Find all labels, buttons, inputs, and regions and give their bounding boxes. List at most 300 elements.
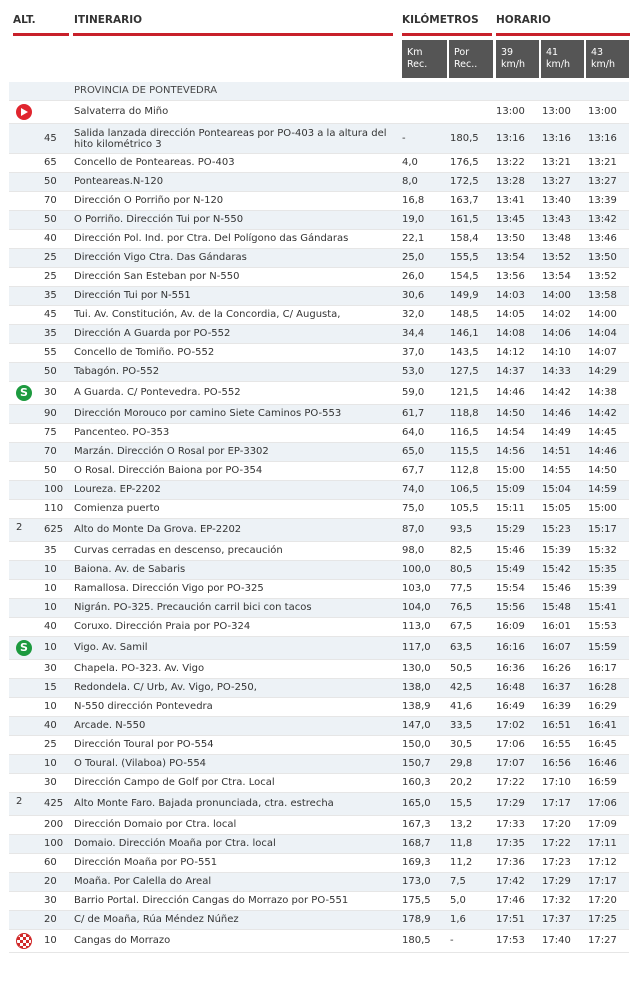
altitude-cell: 50 (44, 366, 57, 377)
km-remaining-cell: 146,1 (450, 328, 479, 339)
time-41-cell: 15:48 (542, 602, 571, 613)
time-41-cell: 13:16 (542, 133, 571, 144)
km-remaining-cell: 67,5 (450, 621, 473, 632)
table-row (9, 101, 629, 124)
time-41-cell: 15:39 (542, 545, 571, 556)
km-rec-cell: 67,7 (402, 465, 425, 476)
altitude-cell: 35 (44, 290, 57, 301)
itinerary-cell: Ramallosa. Dirección Vigo por PO-325 (74, 583, 264, 594)
time-43-cell: 15:17 (588, 524, 617, 535)
table-row (9, 268, 629, 287)
subheader-por-rec (449, 40, 493, 78)
altitude-cell: 65 (44, 157, 57, 168)
time-39-cell: 13:28 (496, 176, 525, 187)
table-row (9, 698, 629, 717)
km-rec-cell: 34,4 (402, 328, 425, 339)
time-43-cell: 15:39 (588, 583, 617, 594)
itinerary-cell: Baiona. Av. de Sabaris (74, 564, 186, 575)
time-43-cell: 17:06 (588, 798, 617, 809)
time-43-cell: 15:35 (588, 564, 617, 575)
km-rec-cell: 173,0 (402, 876, 431, 887)
table-row (9, 154, 629, 173)
table-row (9, 717, 629, 736)
header-itinerario: ITINERARIO (74, 14, 143, 26)
time-39-cell: 17:53 (496, 935, 525, 946)
km-rec-cell: 74,0 (402, 484, 425, 495)
time-41-cell: 13:00 (542, 106, 571, 117)
time-39-cell: 15:56 (496, 602, 525, 613)
km-remaining-cell: 77,5 (450, 583, 473, 594)
subheader-speed-39 (496, 40, 539, 78)
time-41-cell: 13:54 (542, 271, 571, 282)
altitude-cell: 10 (44, 758, 57, 769)
km-remaining-cell: 20,2 (450, 777, 473, 788)
table-row (9, 873, 629, 892)
itinerary-cell: Pancenteo. PO-353 (74, 427, 170, 438)
itinerary-cell: Salida lanzada dirección Ponteareas por PO-403 a la altura del hito kilométrico 3 (74, 128, 387, 150)
km-rec-cell: 30,6 (402, 290, 425, 301)
km-rec-cell: 98,0 (402, 545, 425, 556)
time-41-cell: 17:22 (542, 838, 571, 849)
time-39-cell: 17:46 (496, 895, 525, 906)
itinerary-cell: Dirección Domaio por Ctra. local (74, 819, 237, 830)
subheader-km-rec (402, 40, 447, 78)
time-41-cell: 14:06 (542, 328, 571, 339)
itinerary-cell: A Guarda. C/ Pontevedra. PO-552 (74, 387, 241, 398)
table-row (9, 481, 629, 500)
itinerary-cell: O Porriño. Dirección Tui por N-550 (74, 214, 244, 225)
km-remaining-cell: 148,5 (450, 309, 479, 320)
km-rec-cell: - (402, 133, 406, 144)
table-row (9, 500, 629, 519)
time-41-cell: 13:43 (542, 214, 571, 225)
time-39-cell: 15:49 (496, 564, 525, 575)
km-remaining-cell: - (450, 935, 454, 946)
subheader-label: 41 (546, 47, 559, 58)
time-39-cell: 16:09 (496, 621, 525, 632)
time-43-cell: 14:04 (588, 328, 617, 339)
km-remaining-cell: 1,6 (450, 914, 466, 925)
time-41-cell: 14:46 (542, 408, 571, 419)
itinerary-cell: C/ de Moaña, Rúa Méndez Núñez (74, 914, 239, 925)
time-43-cell: 13:21 (588, 157, 617, 168)
table-header (9, 8, 629, 38)
table-row (9, 192, 629, 211)
time-39-cell: 13:56 (496, 271, 525, 282)
km-rec-cell: 180,5 (402, 935, 431, 946)
table-row (9, 774, 629, 793)
province-row (9, 82, 629, 101)
km-remaining-cell: 93,5 (450, 524, 473, 535)
time-39-cell: 13:54 (496, 252, 525, 263)
table-row (9, 173, 629, 192)
altitude-cell: 70 (44, 446, 57, 457)
time-43-cell: 14:29 (588, 366, 617, 377)
km-remaining-cell: 41,6 (450, 701, 473, 712)
table-row (9, 249, 629, 268)
km-remaining-cell: 13,2 (450, 819, 473, 830)
table-row (9, 405, 629, 424)
table-row (9, 542, 629, 561)
time-39-cell: 14:37 (496, 366, 525, 377)
itinerary-cell: Loureza. EP-2202 (74, 484, 161, 495)
time-43-cell: 13:16 (588, 133, 617, 144)
time-41-cell: 16:07 (542, 642, 571, 653)
time-39-cell: 13:50 (496, 233, 525, 244)
altitude-cell: 25 (44, 271, 57, 282)
km-remaining-cell: 154,5 (450, 271, 479, 282)
time-41-cell: 16:01 (542, 621, 571, 632)
time-41-cell: 14:51 (542, 446, 571, 457)
altitude-cell: 10 (44, 935, 57, 946)
subheader-label: Por (454, 47, 470, 58)
time-43-cell: 17:11 (588, 838, 617, 849)
km-remaining-cell: 11,2 (450, 857, 473, 868)
itinerary-cell: Dirección Tui por N-551 (74, 290, 191, 301)
altitude-cell: 10 (44, 701, 57, 712)
altitude-cell: 10 (44, 583, 57, 594)
time-43-cell: 14:59 (588, 484, 617, 495)
itinerary-cell: Dirección Pol. Ind. por Ctra. Del Polígono das Gándaras (74, 233, 349, 244)
itinerary-cell: Barrio Portal. Dirección Cangas do Morrazo por PO-551 (74, 895, 349, 906)
altitude-cell: 30 (44, 895, 57, 906)
km-rec-cell: 53,0 (402, 366, 425, 377)
km-remaining-cell: 106,5 (450, 484, 479, 495)
table-row (9, 911, 629, 930)
altitude-cell: 10 (44, 602, 57, 613)
itinerary-cell: Dirección Campo de Golf por Ctra. Local (74, 777, 275, 788)
time-43-cell: 16:41 (588, 720, 617, 731)
time-43-cell: 16:29 (588, 701, 617, 712)
altitude-cell: 35 (44, 545, 57, 556)
time-43-cell: 17:20 (588, 895, 617, 906)
subheader-label: Rec. (407, 59, 428, 70)
time-41-cell: 16:39 (542, 701, 571, 712)
start-icon (16, 104, 32, 120)
km-rec-cell: 167,3 (402, 819, 431, 830)
time-41-cell: 17:23 (542, 857, 571, 868)
itinerary-cell: Cangas do Morrazo (74, 935, 171, 946)
itinerary-cell: Comienza puerto (74, 503, 160, 514)
km-rec-cell: 138,0 (402, 682, 431, 693)
province-label: PROVINCIA DE PONTEVEDRA (74, 85, 218, 96)
header-alt: ALT. (13, 14, 36, 26)
km-rec-cell: 4,0 (402, 157, 418, 168)
time-39-cell: 14:56 (496, 446, 525, 457)
time-41-cell: 13:48 (542, 233, 571, 244)
time-41-cell: 16:55 (542, 739, 571, 750)
time-39-cell: 13:45 (496, 214, 525, 225)
time-39-cell: 14:12 (496, 347, 525, 358)
km-remaining-cell: 33,5 (450, 720, 473, 731)
time-43-cell: 13:52 (588, 271, 617, 282)
itinerary-cell: Salvaterra do Miño (74, 106, 169, 117)
time-41-cell: 16:56 (542, 758, 571, 769)
time-43-cell: 16:46 (588, 758, 617, 769)
table-row (9, 519, 629, 542)
itinerary-cell: Alto do Monte Da Grova. EP-2202 (74, 524, 242, 535)
altitude-cell: 625 (44, 524, 64, 535)
time-39-cell: 13:16 (496, 133, 525, 144)
km-remaining-cell: 105,5 (450, 503, 479, 514)
km-rec-cell: 175,5 (402, 895, 431, 906)
time-41-cell: 17:17 (542, 798, 571, 809)
time-39-cell: 16:16 (496, 642, 525, 653)
time-41-cell: 17:40 (542, 935, 571, 946)
km-remaining-cell: 127,5 (450, 366, 479, 377)
mountain-icon: 2 (16, 796, 23, 807)
km-remaining-cell: 82,5 (450, 545, 473, 556)
time-39-cell: 15:54 (496, 583, 525, 594)
itinerary-cell: Vigo. Av. Samil (74, 642, 148, 653)
time-41-cell: 17:32 (542, 895, 571, 906)
km-rec-cell: 87,0 (402, 524, 425, 535)
table-row (9, 287, 629, 306)
table-row (9, 930, 629, 953)
time-41-cell: 14:10 (542, 347, 571, 358)
time-43-cell: 15:53 (588, 621, 617, 632)
time-39-cell: 14:05 (496, 309, 525, 320)
time-41-cell: 13:21 (542, 157, 571, 168)
km-remaining-cell: 30,5 (450, 739, 473, 750)
altitude-cell: 45 (44, 133, 57, 144)
itinerary-cell: Dirección A Guarda por PO-552 (74, 328, 231, 339)
altitude-cell: 15 (44, 682, 57, 693)
itinerary-cell: Dirección Toural por PO-554 (74, 739, 214, 750)
km-remaining-cell: 149,9 (450, 290, 479, 301)
km-remaining-cell: 163,7 (450, 195, 479, 206)
altitude-cell: 10 (44, 564, 57, 575)
altitude-cell: 20 (44, 876, 57, 887)
itinerary-cell: Marzán. Dirección O Rosal por EP-3302 (74, 446, 269, 457)
itinerary-cell: O Rosal. Dirección Baiona por PO-354 (74, 465, 263, 476)
subheader-label: km/h (591, 59, 615, 70)
time-43-cell: 17:25 (588, 914, 617, 925)
km-rec-cell: 150,7 (402, 758, 431, 769)
km-remaining-cell: 80,5 (450, 564, 473, 575)
altitude-cell: 30 (44, 387, 57, 398)
km-rec-cell: 25,0 (402, 252, 425, 263)
itinerary-cell: Tabagón. PO-552 (74, 366, 160, 377)
time-39-cell: 14:46 (496, 387, 525, 398)
km-remaining-cell: 15,5 (450, 798, 473, 809)
time-43-cell: 17:09 (588, 819, 617, 830)
time-41-cell: 14:00 (542, 290, 571, 301)
altitude-cell: 50 (44, 214, 57, 225)
subheader-label: 39 (501, 47, 514, 58)
altitude-cell: 35 (44, 328, 57, 339)
time-41-cell: 14:02 (542, 309, 571, 320)
time-43-cell: 16:17 (588, 663, 617, 674)
table-row (9, 306, 629, 325)
km-rec-cell: 160,3 (402, 777, 431, 788)
subheader-label: Km (407, 47, 423, 58)
table-row (9, 755, 629, 774)
time-39-cell: 16:36 (496, 663, 525, 674)
subheader-label: Rec.. (454, 59, 478, 70)
subheader-speed-43 (586, 40, 629, 78)
time-41-cell: 15:42 (542, 564, 571, 575)
table-row (9, 835, 629, 854)
time-39-cell: 15:29 (496, 524, 525, 535)
mountain-icon: 2 (16, 522, 23, 533)
km-remaining-cell: 116,5 (450, 427, 479, 438)
time-39-cell: 17:06 (496, 739, 525, 750)
km-rec-cell: 178,9 (402, 914, 431, 925)
km-remaining-cell: 76,5 (450, 602, 473, 613)
time-39-cell: 16:49 (496, 701, 525, 712)
itinerary-cell: Chapela. PO-323. Av. Vigo (74, 663, 205, 674)
time-39-cell: 17:35 (496, 838, 525, 849)
table-row (9, 660, 629, 679)
table-row (9, 363, 629, 382)
table-row (9, 462, 629, 481)
km-rec-cell: 59,0 (402, 387, 425, 398)
time-41-cell: 15:23 (542, 524, 571, 535)
header-horario: HORARIO (496, 14, 551, 26)
km-rec-cell: 37,0 (402, 347, 425, 358)
table-row (9, 816, 629, 835)
km-remaining-cell: 42,5 (450, 682, 473, 693)
itinerary-cell: Dirección San Esteban por N-550 (74, 271, 240, 282)
itinerary-cell: Coruxo. Dirección Praia por PO-324 (74, 621, 251, 632)
time-43-cell: 14:00 (588, 309, 617, 320)
time-39-cell: 17:29 (496, 798, 525, 809)
subheader-speed-41 (541, 40, 584, 78)
header-underline (496, 33, 630, 36)
table-row (9, 124, 629, 154)
itinerary-cell: Dirección O Porriño por N-120 (74, 195, 224, 206)
itinerary-cell: Dirección Moaña por PO-551 (74, 857, 218, 868)
header-underline (402, 33, 492, 36)
time-43-cell: 14:42 (588, 408, 617, 419)
time-41-cell: 17:20 (542, 819, 571, 830)
table-row (9, 637, 629, 660)
km-remaining-cell: 5,0 (450, 895, 466, 906)
table-row (9, 561, 629, 580)
altitude-cell: 40 (44, 720, 57, 731)
table-row (9, 599, 629, 618)
km-remaining-cell: 155,5 (450, 252, 479, 263)
time-43-cell: 13:58 (588, 290, 617, 301)
table-row (9, 736, 629, 755)
time-39-cell: 17:22 (496, 777, 525, 788)
table-row (9, 344, 629, 363)
table-row (9, 618, 629, 637)
altitude-cell: 30 (44, 777, 57, 788)
altitude-cell: 75 (44, 427, 57, 438)
km-remaining-cell: 161,5 (450, 214, 479, 225)
itinerary-cell: Curvas cerradas en descenso, precaución (74, 545, 283, 556)
time-43-cell: 14:46 (588, 446, 617, 457)
km-rec-cell: 104,0 (402, 602, 431, 613)
time-43-cell: 13:39 (588, 195, 617, 206)
table-row (9, 325, 629, 344)
time-41-cell: 17:10 (542, 777, 571, 788)
time-43-cell: 13:27 (588, 176, 617, 187)
km-remaining-cell: 7,5 (450, 876, 466, 887)
time-41-cell: 17:29 (542, 876, 571, 887)
time-39-cell: 14:08 (496, 328, 525, 339)
altitude-cell: 10 (44, 642, 57, 653)
time-39-cell: 17:42 (496, 876, 525, 887)
km-rec-cell: 26,0 (402, 271, 425, 282)
table-row (9, 211, 629, 230)
altitude-cell: 90 (44, 408, 57, 419)
km-rec-cell: 117,0 (402, 642, 431, 653)
altitude-cell: 55 (44, 347, 57, 358)
table-row (9, 854, 629, 873)
km-rec-cell: 168,7 (402, 838, 431, 849)
time-41-cell: 14:33 (542, 366, 571, 377)
time-41-cell: 16:37 (542, 682, 571, 693)
km-remaining-cell: 63,5 (450, 642, 473, 653)
km-remaining-cell: 112,8 (450, 465, 479, 476)
km-rec-cell: 113,0 (402, 621, 431, 632)
itinerary-cell: Ponteareas.N-120 (74, 176, 164, 187)
table-row (9, 580, 629, 599)
time-43-cell: 16:28 (588, 682, 617, 693)
table-body (9, 101, 629, 953)
time-43-cell: 17:27 (588, 935, 617, 946)
time-43-cell: 16:45 (588, 739, 617, 750)
itinerary-cell: Nigrán. PO-325. Precaución carril bici con tacos (74, 602, 312, 613)
km-rec-cell: 100,0 (402, 564, 431, 575)
altitude-cell: 70 (44, 195, 57, 206)
subheader-label: 43 (591, 47, 604, 58)
time-41-cell: 15:46 (542, 583, 571, 594)
table-row (9, 679, 629, 698)
altitude-cell: 25 (44, 739, 57, 750)
km-remaining-cell: 143,5 (450, 347, 479, 358)
altitude-cell: 425 (44, 798, 64, 809)
altitude-cell: 45 (44, 309, 57, 320)
table-subheader (9, 38, 629, 82)
km-remaining-cell: 158,4 (450, 233, 479, 244)
km-remaining-cell: 118,8 (450, 408, 479, 419)
km-rec-cell: 147,0 (402, 720, 431, 731)
time-41-cell: 15:04 (542, 484, 571, 495)
km-remaining-cell: 11,8 (450, 838, 473, 849)
time-39-cell: 16:48 (496, 682, 525, 693)
time-39-cell: 13:41 (496, 195, 525, 206)
time-43-cell: 14:45 (588, 427, 617, 438)
km-remaining-cell: 180,5 (450, 133, 479, 144)
altitude-cell: 50 (44, 465, 57, 476)
time-41-cell: 14:42 (542, 387, 571, 398)
km-rec-cell: 138,9 (402, 701, 431, 712)
header-underline (73, 33, 393, 36)
time-43-cell: 15:59 (588, 642, 617, 653)
itinerary-table (9, 8, 629, 953)
itinerary-cell: Domaio. Dirección Moaña por Ctra. local (74, 838, 276, 849)
table-row (9, 443, 629, 462)
altitude-cell: 110 (44, 503, 64, 514)
sprint-icon: S (16, 640, 32, 656)
time-39-cell: 15:11 (496, 503, 525, 514)
table-row (9, 382, 629, 405)
altitude-cell: 25 (44, 252, 57, 263)
km-rec-cell: 61,7 (402, 408, 425, 419)
time-43-cell: 15:00 (588, 503, 617, 514)
itinerary-cell: Redondela. C/ Urb, Av. Vigo, PO-250, (74, 682, 257, 693)
itinerary-cell: Concello de Ponteareas. PO-403 (74, 157, 235, 168)
itinerary-cell: Moaña. Por Calella do Areal (74, 876, 212, 887)
time-39-cell: 17:02 (496, 720, 525, 731)
time-41-cell: 17:37 (542, 914, 571, 925)
time-39-cell: 15:00 (496, 465, 525, 476)
time-43-cell: 13:46 (588, 233, 617, 244)
